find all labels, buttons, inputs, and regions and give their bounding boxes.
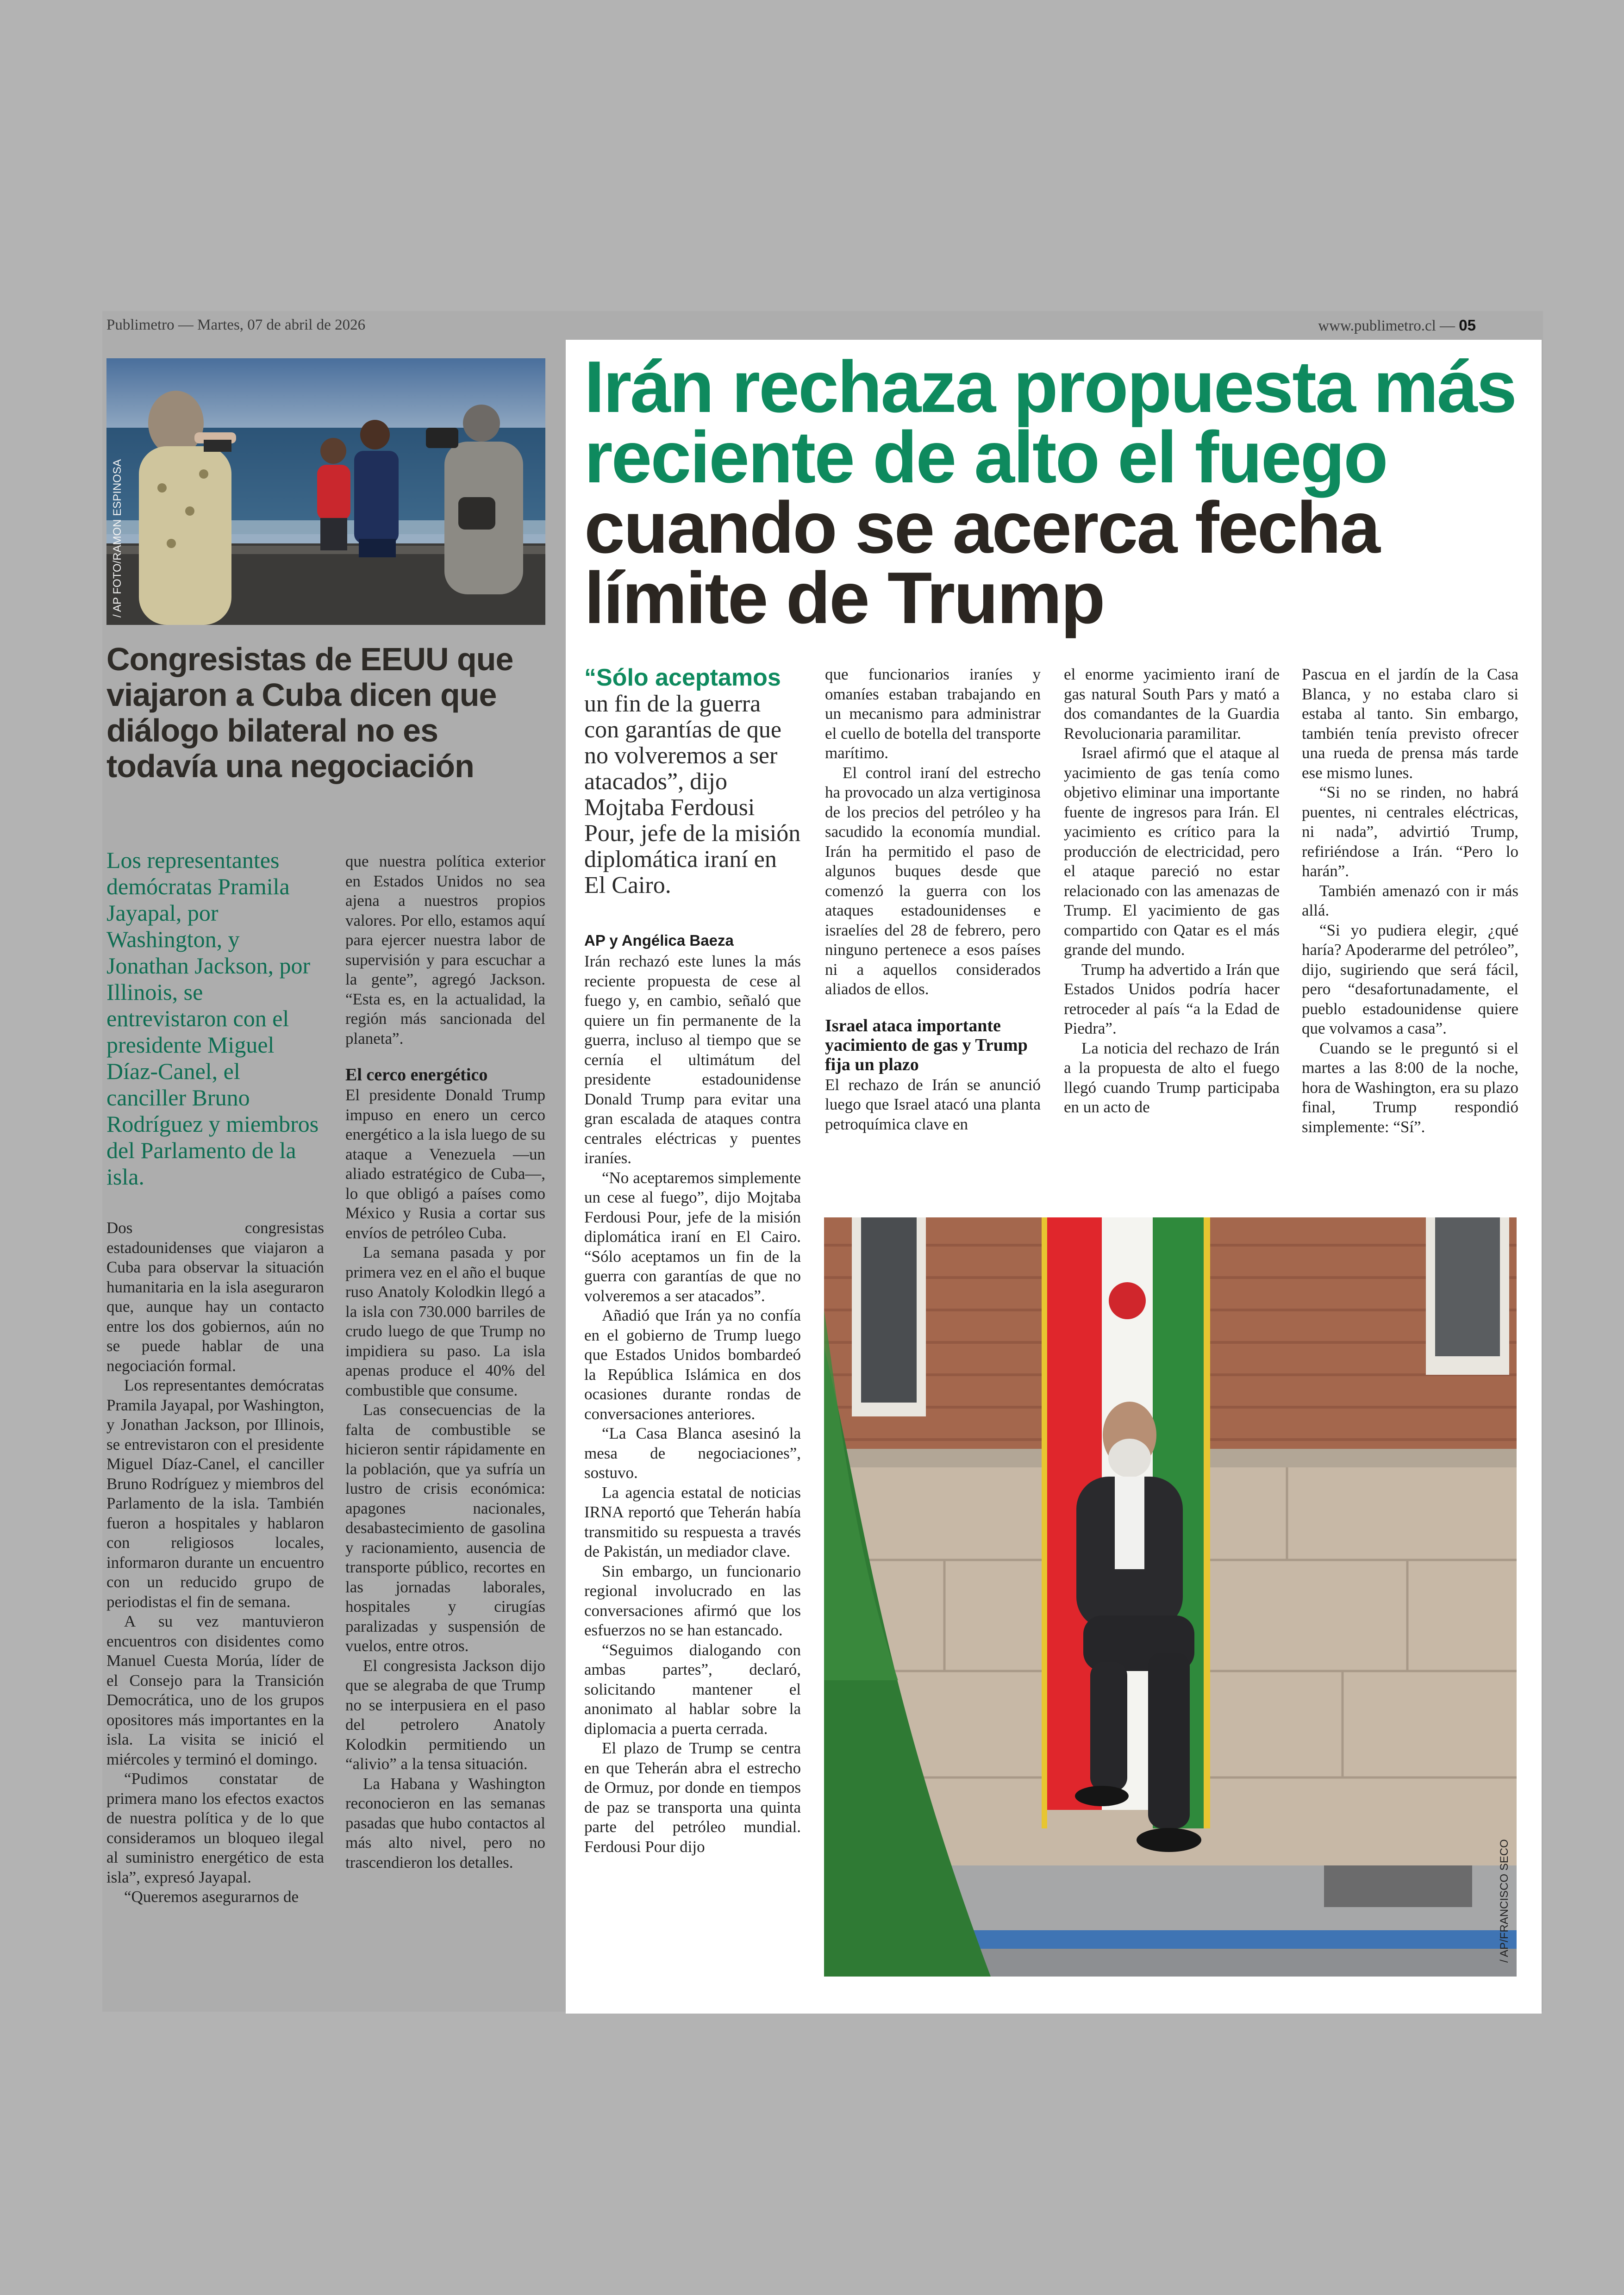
paragraph: El presidente Donald Trump impuso en enero un cerco energético a la isla luego de su ataque a Venezuela —un aliado estratégico de Cuba—, lo que obligó a países como México y Rusia a cortar sus envíos de petróleo Cuba. [345, 1086, 545, 1242]
left-article-column-2 [345, 852, 545, 1872]
paragraph: “Seguimos dialogando con ambas partes”, declaró, solicitando mantener el anonimato al hablar sobre la diplomacia a puerta cerrada. [584, 1640, 801, 1738]
left-article-subhead: El cerco energético [345, 1065, 488, 1085]
paragraph: que funcionarios iraníes y omaníes estaban trabajando en un mecanismo para administrar el cuello de botella del transporte marítimo. [825, 665, 1041, 762]
paragraph: Los representantes demócratas Pramila Jayapal, por Washington, y Jonathan Jackson, por Illinois, se entrevistaron con el presidente Miguel Díaz-Canel, el canciller Bruno Rodríguez y miembros del Parlamento de la isla. También fueron a hospitales y hablaron con religiosos locales, informaron durante un encuentro con un reducido grupo de periodistas el fin de semana. [106, 1376, 324, 1611]
paragraph: El plazo de Trump se centra en que Teherán abra el estrecho de Ormuz, por donde en tiempos de paz se transporta una quinta parte del petróleo mundial. Ferdousi Pour dijo [584, 1739, 801, 1856]
paragraph: que nuestra política exterior en Estados Unidos no sea ajena a nuestros propios valores. Por ello, estamos aquí para ejercer nuestra labor de supervisión y para escuchar a la gente”, agregó Jackson. “Esta es, en la actualidad, la región más sancionada del planeta”. [345, 852, 545, 1048]
main-article-column-1 [584, 931, 801, 1857]
page-number: 05 [1459, 317, 1476, 334]
paragraph: La noticia del rechazo de Irán a la propuesta de alto el fuego llegó cuando Trump participaba en un acto de [1064, 1039, 1280, 1116]
paragraph: Las consecuencias de la falta de combustible se hicieron sentir rápidamente en la población, que ya sufría un lustro de crisis económica: apagones nacionales, desabastecimiento de gasolina y racionamiento, ausencia de transporte público, recortes en las jornadas laborales, hospitales y cirugías paralizadas y suspensión de vuelos, entre otros. [345, 1401, 545, 1655]
site-url: www.publimetro.cl — [1318, 318, 1455, 334]
paragraph: Sin embargo, un funcionario regional involucrado en las conversaciones afirmó que los esfuerzos no se han estancado. [584, 1562, 801, 1639]
paragraph: “La Casa Blanca asesinó la mesa de negociaciones”, sostuvo. [584, 1424, 801, 1482]
main-headline [584, 346, 1529, 639]
main-article-subhead: Israel ataca importante yacimiento de gas y Trump fija un plazo [825, 1016, 1028, 1074]
paragraph: “Si yo pudiera elegir, ¿qué haría? Apoderarme del petróleo”, dijo, sugiriendo que será fácil, pero “desafortunadamente, el pueblo estadounidense quiere que volvamos a casa”. [1302, 921, 1518, 1037]
iranian-diplomat-photo [824, 1217, 1517, 1977]
left-article-lead: Los representantes demócratas Pramila Jayapal, por Washington, y Jonathan Jackson, por Illinois, se entrevistaron con el presidente Miguel Díaz-Canel, el canciller Bruno Rodríguez y miembros del Parlamento de la isla. [106, 847, 319, 1190]
headline-dark-part: cuando se acerca fecha límite de Trump [584, 487, 1379, 639]
pull-quote [584, 665, 801, 898]
paragraph: Pascua en el jardín de la Casa Blanca, y no estaba claro si estaba al tanto. Sin embargo, también tenía previsto ofrecer una rueda de prensa más tarde ese mismo lunes. [1302, 665, 1518, 782]
paragraph: Irán rechazó este lunes la más reciente propuesta de cese al fuego y, en cambio, señaló que quiere un fin permanente de la guerra, incluso al tiempo que se cernía el ultimátum del presidente estadounidense Donald Trump para evitar una gran escalada de ataques contra centrales eléctricas y puentes iraníes. [584, 952, 801, 1167]
paragraph: “Si no se rinden, no habrá puentes, ni centrales eléctricas, ni nada”, advirtió Trump, refiriéndose a Irán. “Pero lo harán”. [1302, 783, 1518, 880]
main-article-column-3 [1064, 665, 1280, 1117]
pull-quote-highlight: “Sólo aceptamos [584, 664, 781, 691]
paragraph: “Pudimos constatar de primera mano los efectos exactos de nuestra política y de lo que consideramos un bloqueo ilegal al suministro energético de esta isla”, expresó Jayapal. [106, 1770, 324, 1886]
paragraph: El rechazo de Irán se anunció luego que Israel atacó una planta petroquímica clave en [825, 1075, 1041, 1133]
paragraph: Trump ha advertido a Irán que Estados Unidos podría hacer retroceder al país “a la Edad de Piedra”. [1064, 960, 1280, 1037]
byline: AP y Angélica Baeza [584, 932, 734, 949]
pull-quote-text: un fin de la guerra con garantías de que no volveremos a ser atacados”, dijo Mojtaba Ferdousi Pour, jefe de la misión diplomática iraní en El Cairo. [584, 691, 801, 898]
paragraph: El control iraní del estrecho ha provocado un alza vertiginosa de los precios del petróleo y ha sacudido la economía mundial. Irán ha permitido el paso de algunos buques desde que comenzó la guerra con los ataques estadounidenses e israelíes del 28 de febrero, pero ninguno pertenece a esos países ni a aquellos considerados aliados de ellos. [825, 763, 1041, 998]
cuba-seaside-photo [106, 358, 545, 625]
paragraph: También amenazó con ir más allá. [1302, 881, 1518, 919]
page-folio-site [1318, 317, 1476, 335]
paragraph: La Habana y Washington reconocieron en las semanas pasadas que hubo contactos al más alto nivel, pero no trascendieron los detalles. [345, 1774, 545, 1871]
left-article-column-1 [106, 1218, 324, 1907]
page-folio-date: Publimetro — Martes, 07 de abril de 2026 [106, 317, 366, 333]
headline-green-part: Irán rechaza propuesta más reciente de alto el fuego [584, 346, 1516, 498]
left-photo-credit: / AP FOTO/RAMON ESPINOSA [111, 459, 124, 617]
main-article-column-4 [1302, 665, 1518, 1137]
paragraph: “No aceptaremos simplemente un cese al fuego”, dijo Mojtaba Ferdousi Pour, jefe de la misión diplomática iraní en El Cairo. “Sólo aceptamos un fin de la guerra con garantías de que no volveremos a ser atacados”. [584, 1168, 801, 1305]
main-article-column-2 [825, 665, 1041, 1134]
paragraph: “Queremos asegurarnos de [124, 1888, 299, 1906]
paragraph: La semana pasada y por primera vez en el año el buque ruso Anatoly Kolodkin llegó a la isla con 730.000 barriles de crudo luego de que Trump no impidiera su paso. La isla apenas produce el 40% del combustible que consume. [345, 1243, 545, 1399]
main-photo-credit: / AP/FRANCISCO SECO [1498, 1839, 1511, 1963]
paragraph: El congresista Jackson dijo que se alegraba de que Trump no se interpusiera en el paso del petrolero Anatoly Kolodkin permitiendo un “alivio” a la tensa situación. [345, 1656, 545, 1773]
left-article-headline: Congresistas de EEUU que viajaron a Cuba dicen que diálogo bilateral no es todavía una negociación [106, 641, 513, 784]
paragraph: La agencia estatal de noticias IRNA reportó que Teherán había transmitido su respuesta a través de Pakistán, un mediador clave. [584, 1483, 801, 1560]
paragraph: Cuando se le preguntó si el martes a las 8:00 de la noche, hora de Washington, era su plazo final, Trump respondió simplemente: “Sí”. [1302, 1039, 1518, 1136]
paragraph: el enorme yacimiento iraní de gas natural South Pars y mató a dos comandantes de la Guardia Revolucionaria paramilitar. [1064, 665, 1280, 742]
paragraph: Israel afirmó que el ataque al yacimiento de gas tenía como objetivo eliminar una importante fuente de ingresos para Irán. El yacimiento es crítico para la producción de electricidad, pero el ataque pareció no estar relacionado con las amenazas de Trump. El yacimiento de gas compartido con Qatar es el más grande del mundo. [1064, 744, 1280, 959]
paragraph: Añadió que Irán ya no confía en el gobierno de Trump luego que Estados Unidos bombardeó la República Islámica en dos ocasiones durante rondas de conversaciones anteriores. [584, 1306, 801, 1423]
paragraph: Dos congresistas estadounidenses que viajaron a Cuba para observar la situación humanitaria en la isla aseguraron que, aunque hay un contacto entre los dos gobiernos, aún no se puede hablar de una negociación formal. [106, 1219, 324, 1375]
paragraph: A su vez mantuvieron encuentros con disidentes como Manuel Cuesta Morúa, líder de el Consejo para la Transición Democrática, uno de los grupos opositores más importantes en la isla. La visita se inició el miércoles y terminó el domingo. [106, 1612, 324, 1768]
